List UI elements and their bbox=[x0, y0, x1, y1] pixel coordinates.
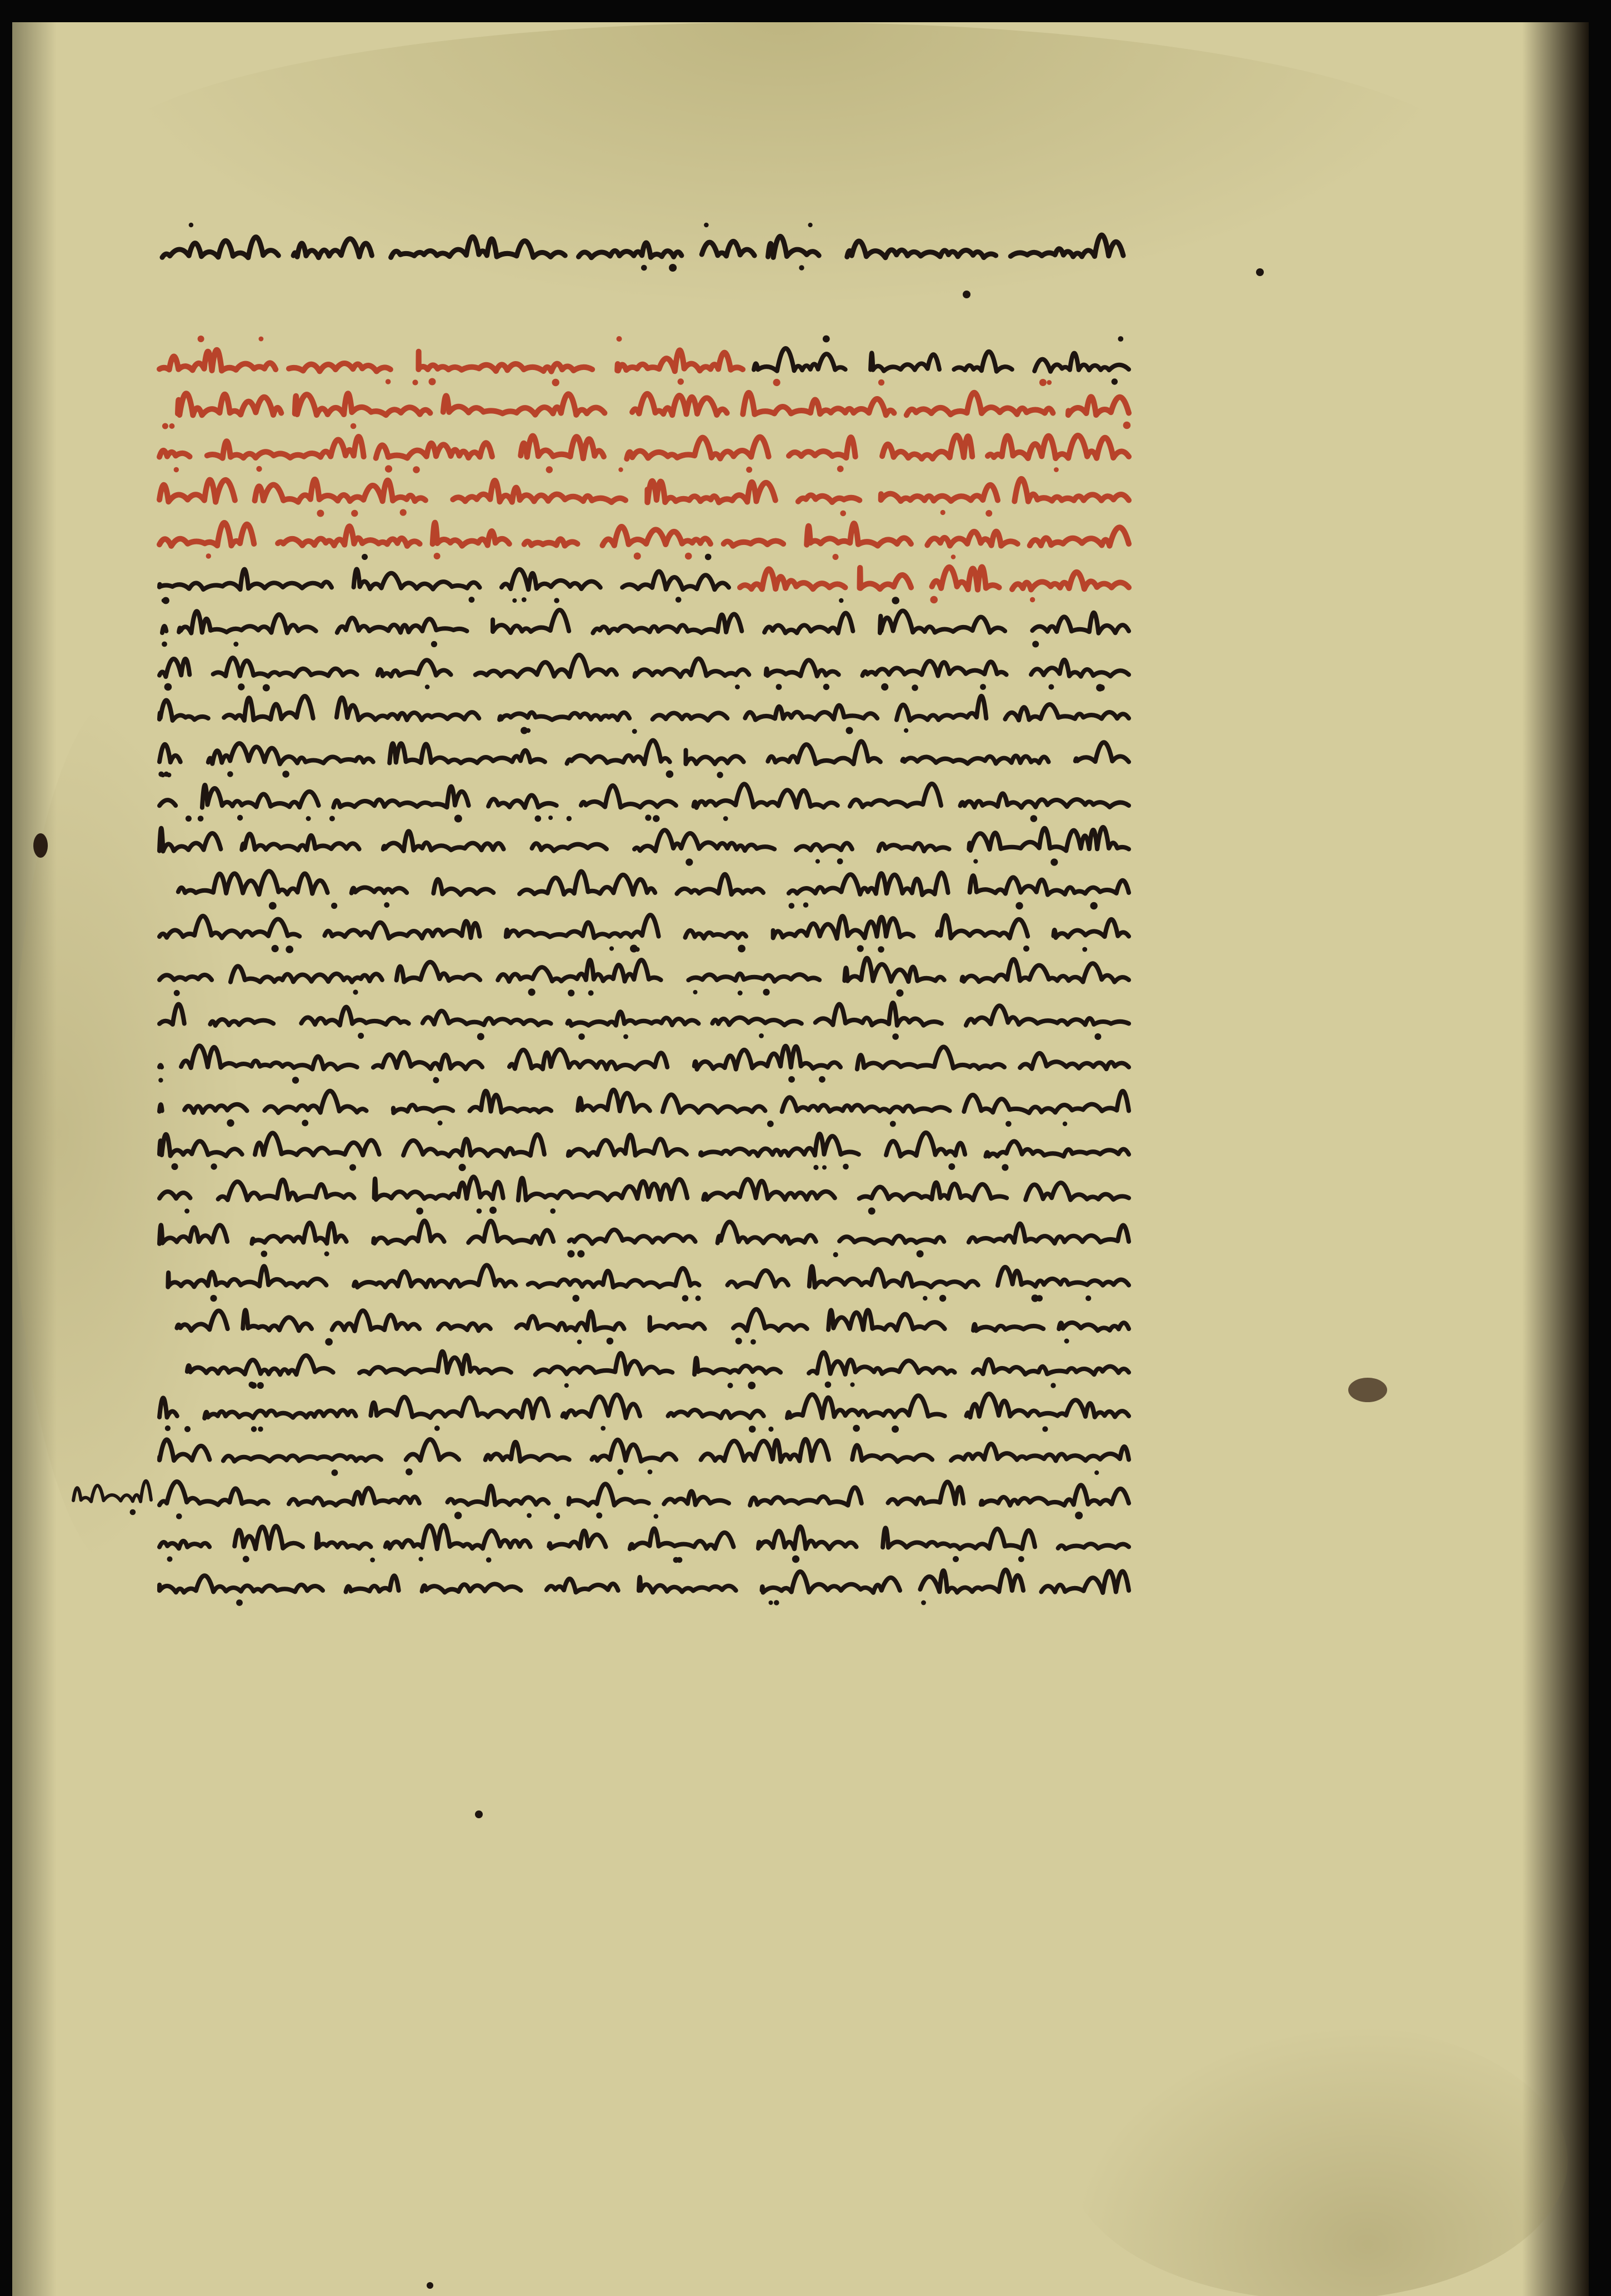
manuscript-folio bbox=[12, 22, 1589, 2296]
rubric-segment bbox=[740, 554, 1129, 603]
ornament-dot bbox=[427, 2282, 433, 2289]
body-line bbox=[159, 1208, 1129, 1258]
rubric-line bbox=[159, 423, 1129, 473]
body-line bbox=[159, 1469, 1129, 1519]
rubric-line bbox=[159, 466, 1129, 516]
ornament-dot bbox=[1256, 268, 1264, 276]
body-line bbox=[187, 1338, 1129, 1388]
body-line bbox=[159, 1033, 1129, 1083]
body-line bbox=[159, 815, 1129, 864]
rubric-line bbox=[178, 379, 1130, 429]
ornament-dot bbox=[475, 1810, 483, 1818]
body-line bbox=[159, 902, 1129, 953]
body-line bbox=[754, 336, 1129, 385]
body-line bbox=[159, 1164, 1129, 1214]
body-line bbox=[159, 1557, 1129, 1606]
transcription-line bbox=[12, 22, 13, 23]
rubric-line bbox=[159, 510, 1129, 560]
body-line bbox=[159, 684, 1129, 734]
body-line bbox=[158, 729, 1129, 778]
body-line bbox=[159, 946, 1129, 996]
header-line bbox=[162, 223, 1123, 272]
body-line bbox=[162, 597, 1129, 633]
body-line bbox=[159, 989, 1129, 1039]
body-line bbox=[159, 554, 729, 603]
rubric-segment bbox=[159, 336, 743, 386]
handwritten-text-block bbox=[12, 22, 1589, 2296]
margin-note bbox=[73, 1481, 151, 1515]
body-line bbox=[168, 1252, 1129, 1300]
body-line bbox=[159, 1121, 1129, 1170]
ornament-dot bbox=[963, 291, 970, 298]
body-line bbox=[159, 1382, 1129, 1432]
body-line bbox=[159, 1513, 1129, 1563]
body-line bbox=[159, 641, 1129, 691]
body-line bbox=[158, 1077, 1129, 1127]
body-line bbox=[178, 858, 1129, 908]
body-line bbox=[159, 772, 1129, 821]
body-line bbox=[159, 1425, 1129, 1475]
body-line bbox=[177, 1294, 1129, 1344]
